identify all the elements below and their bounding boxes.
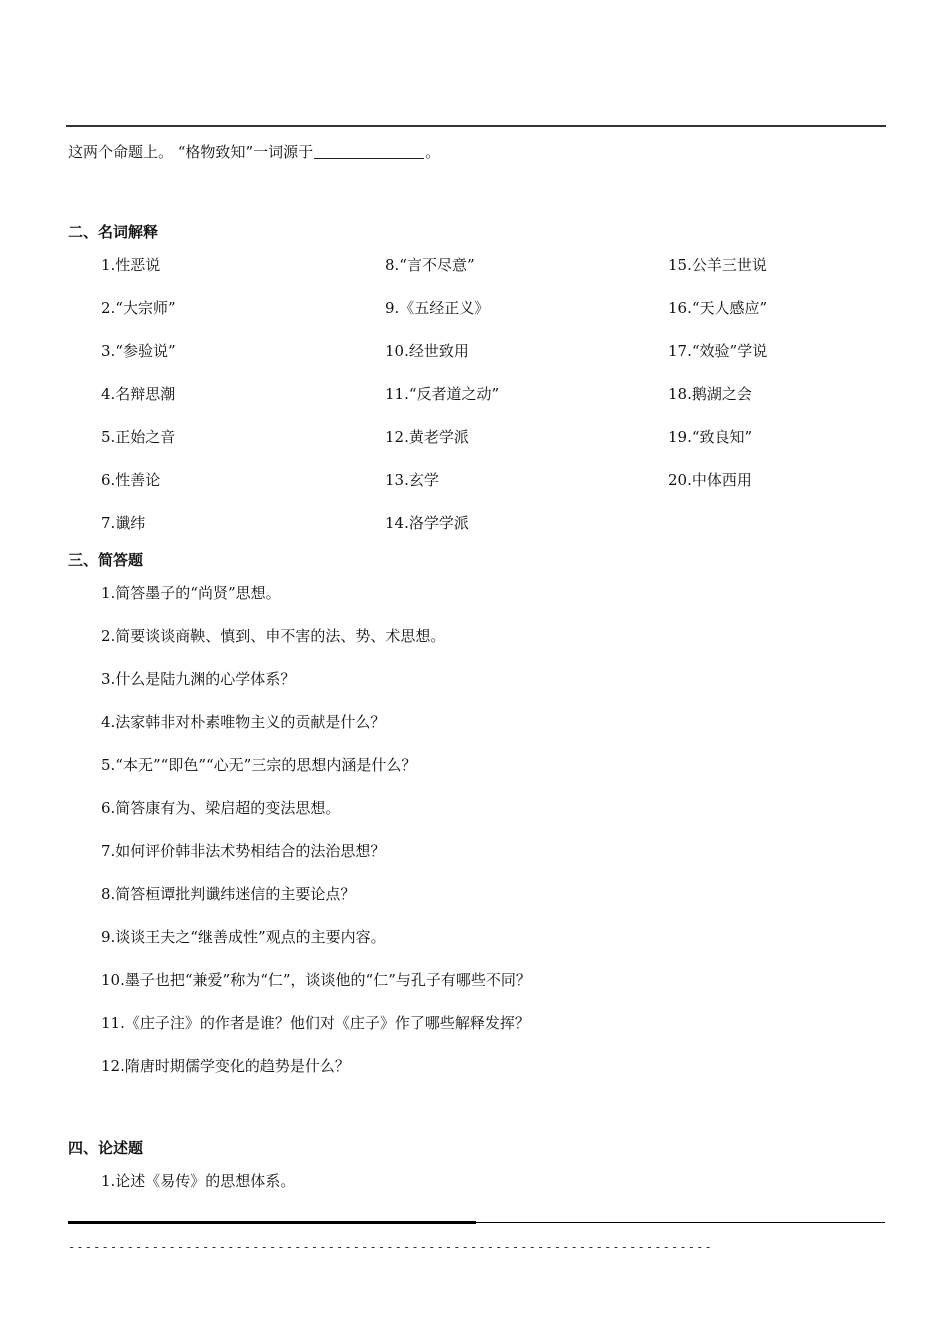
question-item: 11.《庄子注》的作者是谁？他们对《庄子》作了哪些解释发挥？ xyxy=(101,1014,530,1032)
fill-blank xyxy=(314,144,424,159)
term-item: 20.中体西用 xyxy=(668,471,752,489)
question-item: 1.简答墨子的“尚贤”思想。 xyxy=(101,584,281,602)
section-heading-short-answer: 三、简答题 xyxy=(68,551,144,569)
question-item: 12.隋唐时期儒学变化的趋势是什么？ xyxy=(101,1057,350,1075)
question-item: 9.谈谈王夫之“继善成性”观点的主要内容。 xyxy=(101,928,386,946)
term-item: 13.玄学 xyxy=(385,471,439,489)
question-item: 6.简答康有为、梁启超的变法思想。 xyxy=(101,799,341,817)
term-item: 10.经世致用 xyxy=(385,342,469,360)
top-rule xyxy=(66,125,886,127)
term-item: 9.《五经正义》 xyxy=(385,299,490,317)
intro-text: 这两个命题上。 “格物致知”一词源于 xyxy=(68,143,314,161)
section-heading-terms: 二、名词解释 xyxy=(68,223,159,241)
bottom-rule-thick xyxy=(68,1221,476,1224)
term-item: 4.名辩思潮 xyxy=(101,385,176,403)
question-item: 1.论述《易传》的思想体系。 xyxy=(101,1172,296,1190)
dashed-separator: ----------------------------------------------------------------------------- xyxy=(68,1240,713,1250)
term-item: 16.“天人感应” xyxy=(668,299,768,317)
intro-line xyxy=(68,141,440,162)
term-item: 8.“言不尽意” xyxy=(385,256,475,274)
term-item: 15.公羊三世说 xyxy=(668,256,767,274)
term-item: 7.谶纬 xyxy=(101,514,146,532)
term-item: 12.黄老学派 xyxy=(385,428,469,446)
question-item: 10.墨子也把“兼爱”称为“仁”，谈谈他的“仁”与孔子有哪些不同？ xyxy=(101,971,531,989)
term-item: 19.“致良知” xyxy=(668,428,753,446)
term-item: 17.“效验”学说 xyxy=(668,342,768,360)
question-item: 4.法家韩非对朴素唯物主义的贡献是什么？ xyxy=(101,713,386,731)
question-item: 8.简答桓谭批判谶纬迷信的主要论点？ xyxy=(101,885,356,903)
question-item: 7.如何评价韩非法术势相结合的法治思想？ xyxy=(101,842,386,860)
term-item: 18.鹅湖之会 xyxy=(668,385,752,403)
question-item: 5.“本无”“即色”“心无”三宗的思想内涵是什么？ xyxy=(101,756,417,774)
question-item: 3.什么是陆九渊的心学体系？ xyxy=(101,670,296,688)
term-item: 6.性善论 xyxy=(101,471,161,489)
term-item: 1.性恶说 xyxy=(101,256,161,274)
term-item: 3.“参验说” xyxy=(101,342,176,360)
term-item: 14.洛学学派 xyxy=(385,514,469,532)
term-item: 2.“大宗师” xyxy=(101,299,176,317)
section-heading-essay: 四、论述题 xyxy=(68,1139,144,1157)
term-item: 11.“反者道之动” xyxy=(385,385,500,403)
term-item: 5.正始之音 xyxy=(101,428,176,446)
question-item: 2.简要谈谈商鞅、慎到、申不害的法、势、术思想。 xyxy=(101,627,446,645)
intro-end: 。 xyxy=(425,143,441,161)
bottom-rule-thin xyxy=(476,1222,885,1223)
